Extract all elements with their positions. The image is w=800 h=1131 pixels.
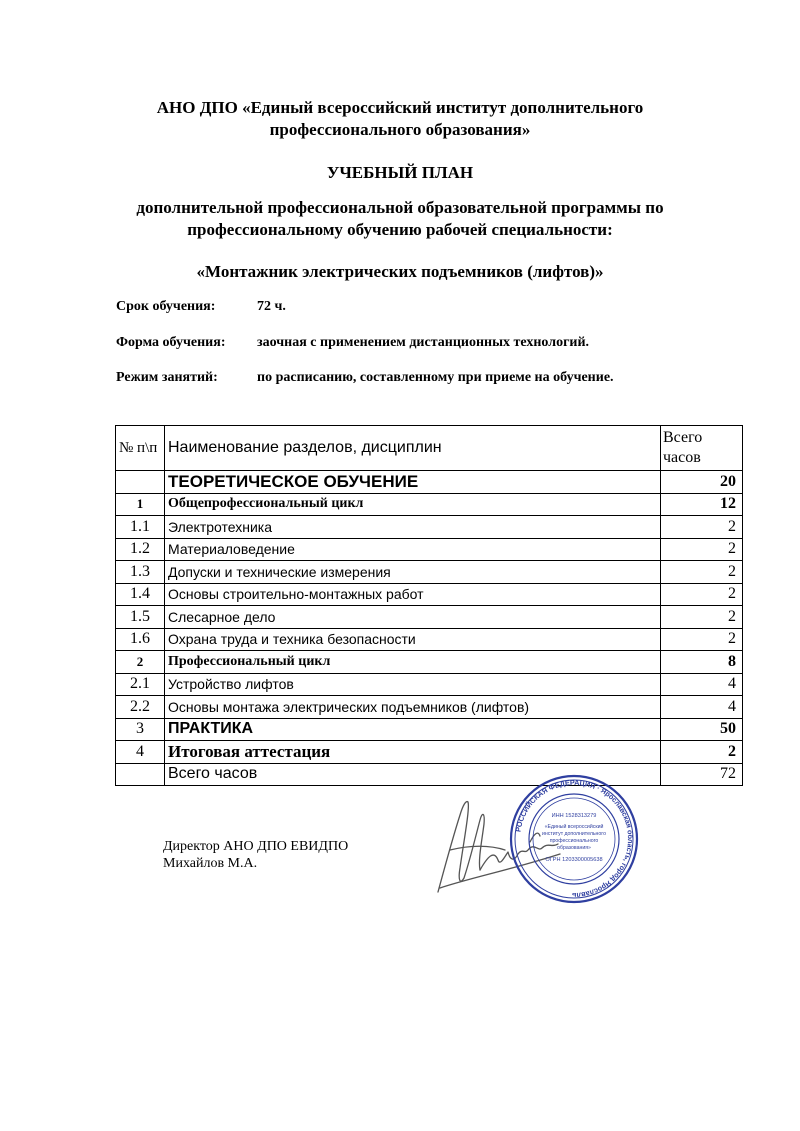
row-hours: 72	[661, 763, 743, 786]
organization-line-1: АНО ДПО «Единый всероссийский институт дополнительного	[156, 98, 644, 117]
program-description-line-2: профессиональному обучению рабочей специальности:	[187, 220, 613, 239]
duration-label: Срок обучения:	[116, 299, 216, 314]
table-row	[116, 561, 743, 584]
table-row	[116, 516, 743, 539]
row-hours: 4	[661, 673, 743, 696]
row-hours: 2	[661, 606, 743, 629]
signatory-name: Михайлов М.А.	[163, 856, 258, 871]
row-number: 1.6	[116, 628, 165, 651]
row-name: Общепрофессиональный цикл	[165, 493, 661, 516]
table-row	[116, 718, 743, 741]
table-row	[116, 696, 743, 719]
stamp-center-line-1: «Единый всероссийский	[544, 824, 604, 830]
schedule-value: по расписанию, составленному при приеме на обучение.	[257, 370, 614, 385]
header-number: № п\п	[116, 426, 165, 471]
table-row	[116, 538, 743, 561]
table-row	[116, 493, 743, 516]
schedule-label: Режим занятий:	[116, 370, 218, 385]
row-number	[116, 471, 165, 494]
row-name: Устройство лифтов	[165, 673, 661, 696]
form-row	[116, 335, 590, 351]
row-number: 1.1	[116, 516, 165, 539]
row-name: Слесарное дело	[165, 606, 661, 629]
signatory-position: Директор АНО ДПО ЕВИДПО	[163, 839, 349, 854]
table-row	[116, 673, 743, 696]
row-name: Профессиональный цикл	[165, 651, 661, 674]
row-number: 1.4	[116, 583, 165, 606]
row-name: ПРАКТИКА	[165, 718, 661, 741]
table-row	[116, 471, 743, 494]
row-name: ТЕОРЕТИЧЕСКОЕ ОБУЧЕНИЕ	[165, 471, 661, 494]
row-hours: 12	[661, 493, 743, 516]
row-hours: 2	[661, 741, 743, 764]
table-header-row	[116, 426, 743, 471]
row-number	[116, 763, 165, 786]
row-name: Итоговая аттестация	[165, 741, 661, 764]
stamp-center-line-4: образования»	[557, 845, 591, 851]
program-description	[0, 197, 800, 241]
stamp-ogrn: ОГРН 1203300005638	[545, 857, 603, 863]
row-name: Электротехника	[165, 516, 661, 539]
header-section-name: Наименование разделов, дисциплин	[165, 426, 661, 471]
row-hours: 2	[661, 516, 743, 539]
row-name: Охрана труда и техника безопасности	[165, 628, 661, 651]
row-number: 2.2	[116, 696, 165, 719]
form-value: заочная с применением дистанционных технологий.	[257, 335, 590, 350]
curriculum-table	[115, 425, 743, 786]
table-row	[116, 583, 743, 606]
specialty-name: «Монтажник электрических подъемников (лифтов)»	[196, 262, 604, 281]
duration-row	[116, 299, 286, 315]
row-hours: 2	[661, 538, 743, 561]
row-number: 3	[116, 718, 165, 741]
organization-name	[0, 97, 800, 141]
table-row	[116, 628, 743, 651]
row-name: Допуски и технические измерения	[165, 561, 661, 584]
program-description-line-1: дополнительной профессиональной образовательной программы по	[136, 198, 664, 217]
row-number: 1	[116, 493, 165, 516]
row-number: 2.1	[116, 673, 165, 696]
stamp-center-line-3: профессионального	[549, 838, 599, 844]
official-stamp	[508, 773, 640, 905]
row-hours: 50	[661, 718, 743, 741]
stamp-ring-text: РОССИЙСКАЯ ФЕДЕРАЦИЯ · Ярославская область, город Ярославль	[513, 777, 636, 901]
stamp-center-line-2: институт дополнительного	[542, 831, 606, 837]
row-hours: 2	[661, 561, 743, 584]
duration-value: 72 ч.	[257, 299, 286, 314]
row-name: Основы строительно-монтажных работ	[165, 583, 661, 606]
header-hours: Всего часов	[661, 426, 743, 471]
row-hours: 2	[661, 583, 743, 606]
table-row	[116, 763, 743, 786]
table-row	[116, 606, 743, 629]
row-number: 4	[116, 741, 165, 764]
row-name: Основы монтажа электрических подъемников (лифтов)	[165, 696, 661, 719]
table-row	[116, 651, 743, 674]
row-name: Всего часов	[165, 763, 661, 786]
row-number: 2	[116, 651, 165, 674]
row-hours: 4	[661, 696, 743, 719]
row-hours: 8	[661, 651, 743, 674]
organization-line-2: профессионального образования»	[269, 120, 531, 139]
signatory-block	[163, 838, 348, 872]
row-number: 1.5	[116, 606, 165, 629]
row-hours: 20	[661, 471, 743, 494]
row-number: 1.2	[116, 538, 165, 561]
stamp-inn: ИНН 1528313279	[551, 813, 597, 819]
document-title: УЧЕБНЫЙ ПЛАН	[326, 163, 474, 182]
schedule-row	[116, 370, 614, 386]
row-name: Материаловедение	[165, 538, 661, 561]
table-row	[116, 741, 743, 764]
form-label: Форма обучения:	[116, 335, 226, 350]
row-number: 1.3	[116, 561, 165, 584]
row-hours: 2	[661, 628, 743, 651]
